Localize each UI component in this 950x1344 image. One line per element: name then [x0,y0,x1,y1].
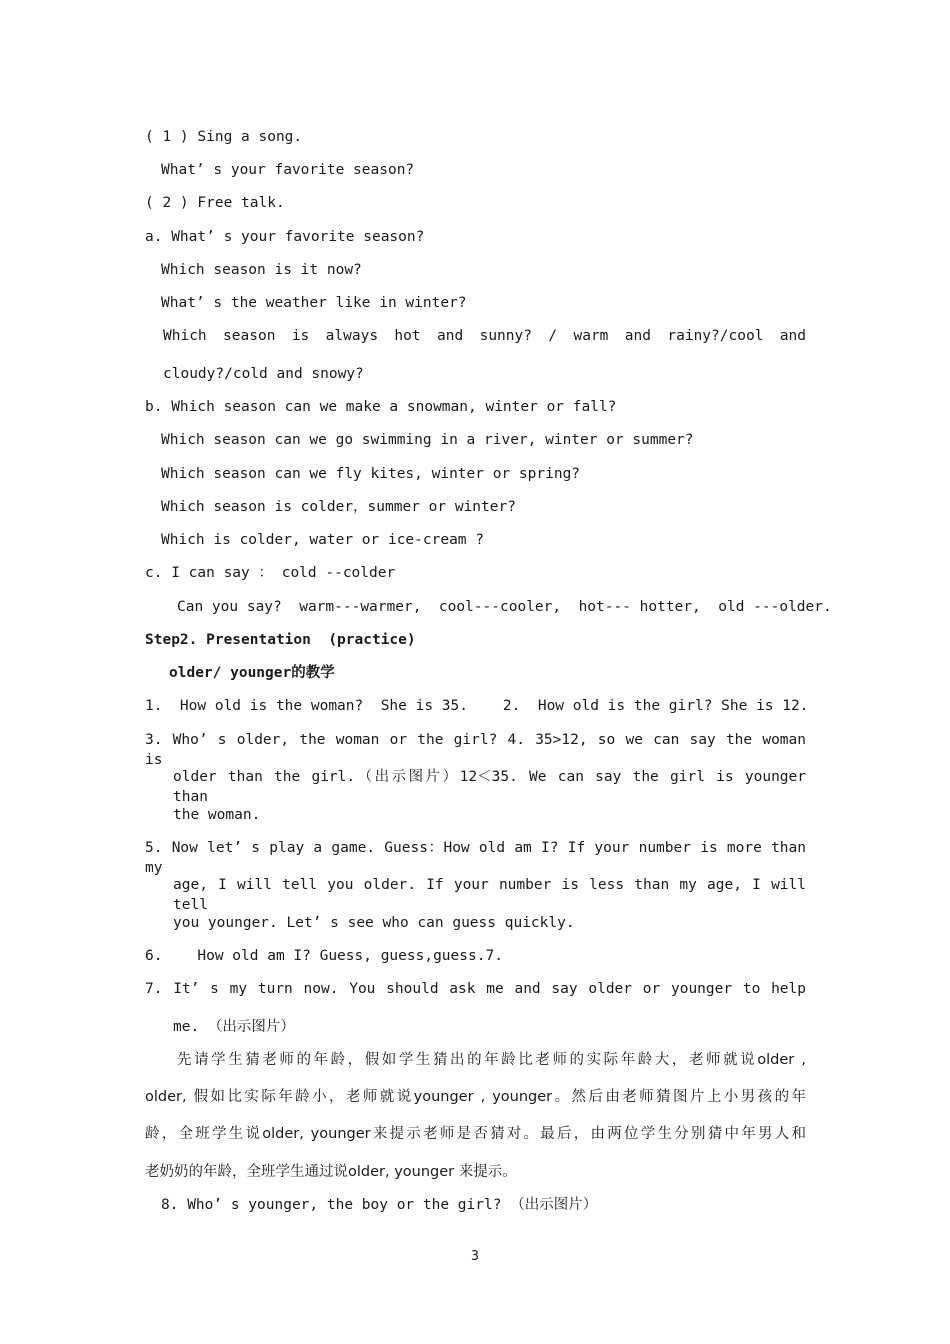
line-chinese-paragraph-2: older, 假如比实际年龄小，老师就说younger , younger。然后由老师猜图片上小男孩的年 [145,1089,806,1105]
line-colder-season: Which season is colder，summer or winter? [161,499,516,515]
line-item-1-2: 1. How old is the woman? She is 35. 2. How old is the girl? She is 12. [145,698,809,714]
line-swimming: Which season can we go swimming in a river, winter or summer? [161,432,694,448]
line-favorite-season-question: What’ s your favorite season? [161,162,415,178]
line-chinese-paragraph-3: 龄，全班学生说older, younger来提示老师是否猜对。最后，由两位学生分别猜中年男人和 [145,1126,806,1142]
line-b-snowman: b. Which season can we make a snowman, winter or fall? [145,399,617,415]
line-free-talk: ( 2 ) Free talk. [145,195,285,211]
line-older-than-girl: older than the girl.（出示图片）12＜35. We can say the girl is younger than [173,769,806,805]
line-item-5-game: 5. Now let’ s play a game. Guess：How old am I? If your number is more than my [145,840,806,876]
line-item-8: 8. Who’ s younger, the boy or the girl? （出示图片） [161,1197,598,1213]
line-can-you-say: Can you say? warm---warmer, cool---cooler, hot--- hotter, old ---older. [177,599,832,615]
line-cloudy-cold-snowy: cloudy?/cold and snowy? [163,366,364,382]
line-c-i-can-say: c. I can say ： cold --colder [145,565,396,581]
line-item-3-4: 3. Who’ s older, the woman or the girl? 4. 35>12, so we can say the woman is [145,732,806,768]
line-age-tell-older: age, I will tell you older. If your number is less than my age, I will tell [173,877,806,913]
line-chinese-paragraph-1: 先请学生猜老师的年龄，假如学生猜出的年龄比老师的实际年龄大，老师就说older , [177,1052,806,1068]
heading-step2-presentation: Step2. Presentation (practice) [145,632,416,648]
line-which-season-now: Which season is it now? [161,262,362,278]
line-a-favorite-season: a. What’ s your favorite season? [145,229,425,245]
line-sing-a-song: ( 1 ) Sing a song. [145,129,303,145]
line-you-younger: you younger. Let’ s see who can guess quickly. [173,915,575,931]
line-item-7: 7. It’ s my turn now. You should ask me and say older or younger to help [145,981,806,997]
line-weather-in-winter: What’ s the weather like in winter? [161,295,467,311]
heading-older-younger: older/ younger的教学 [169,665,335,681]
line-the-woman: the woman. [173,807,261,823]
line-fly-kites: Which season can we fly kites, winter or spring? [161,466,581,482]
line-item-6: 6. How old am I? Guess, guess,guess.7. [145,948,503,964]
line-me-show-picture: me. （出示图片） [173,1019,295,1035]
line-chinese-paragraph-4: 老奶奶的年龄，全班学生通过说older, younger 来提示。 [145,1164,517,1180]
page-number: 3 [471,1249,479,1264]
line-water-or-ice-cream: Which is colder, water or ice-cream ? [161,532,485,548]
line-which-season-always: Which season is always hot and sunny? / warm and rainy?/cool and [163,328,806,344]
